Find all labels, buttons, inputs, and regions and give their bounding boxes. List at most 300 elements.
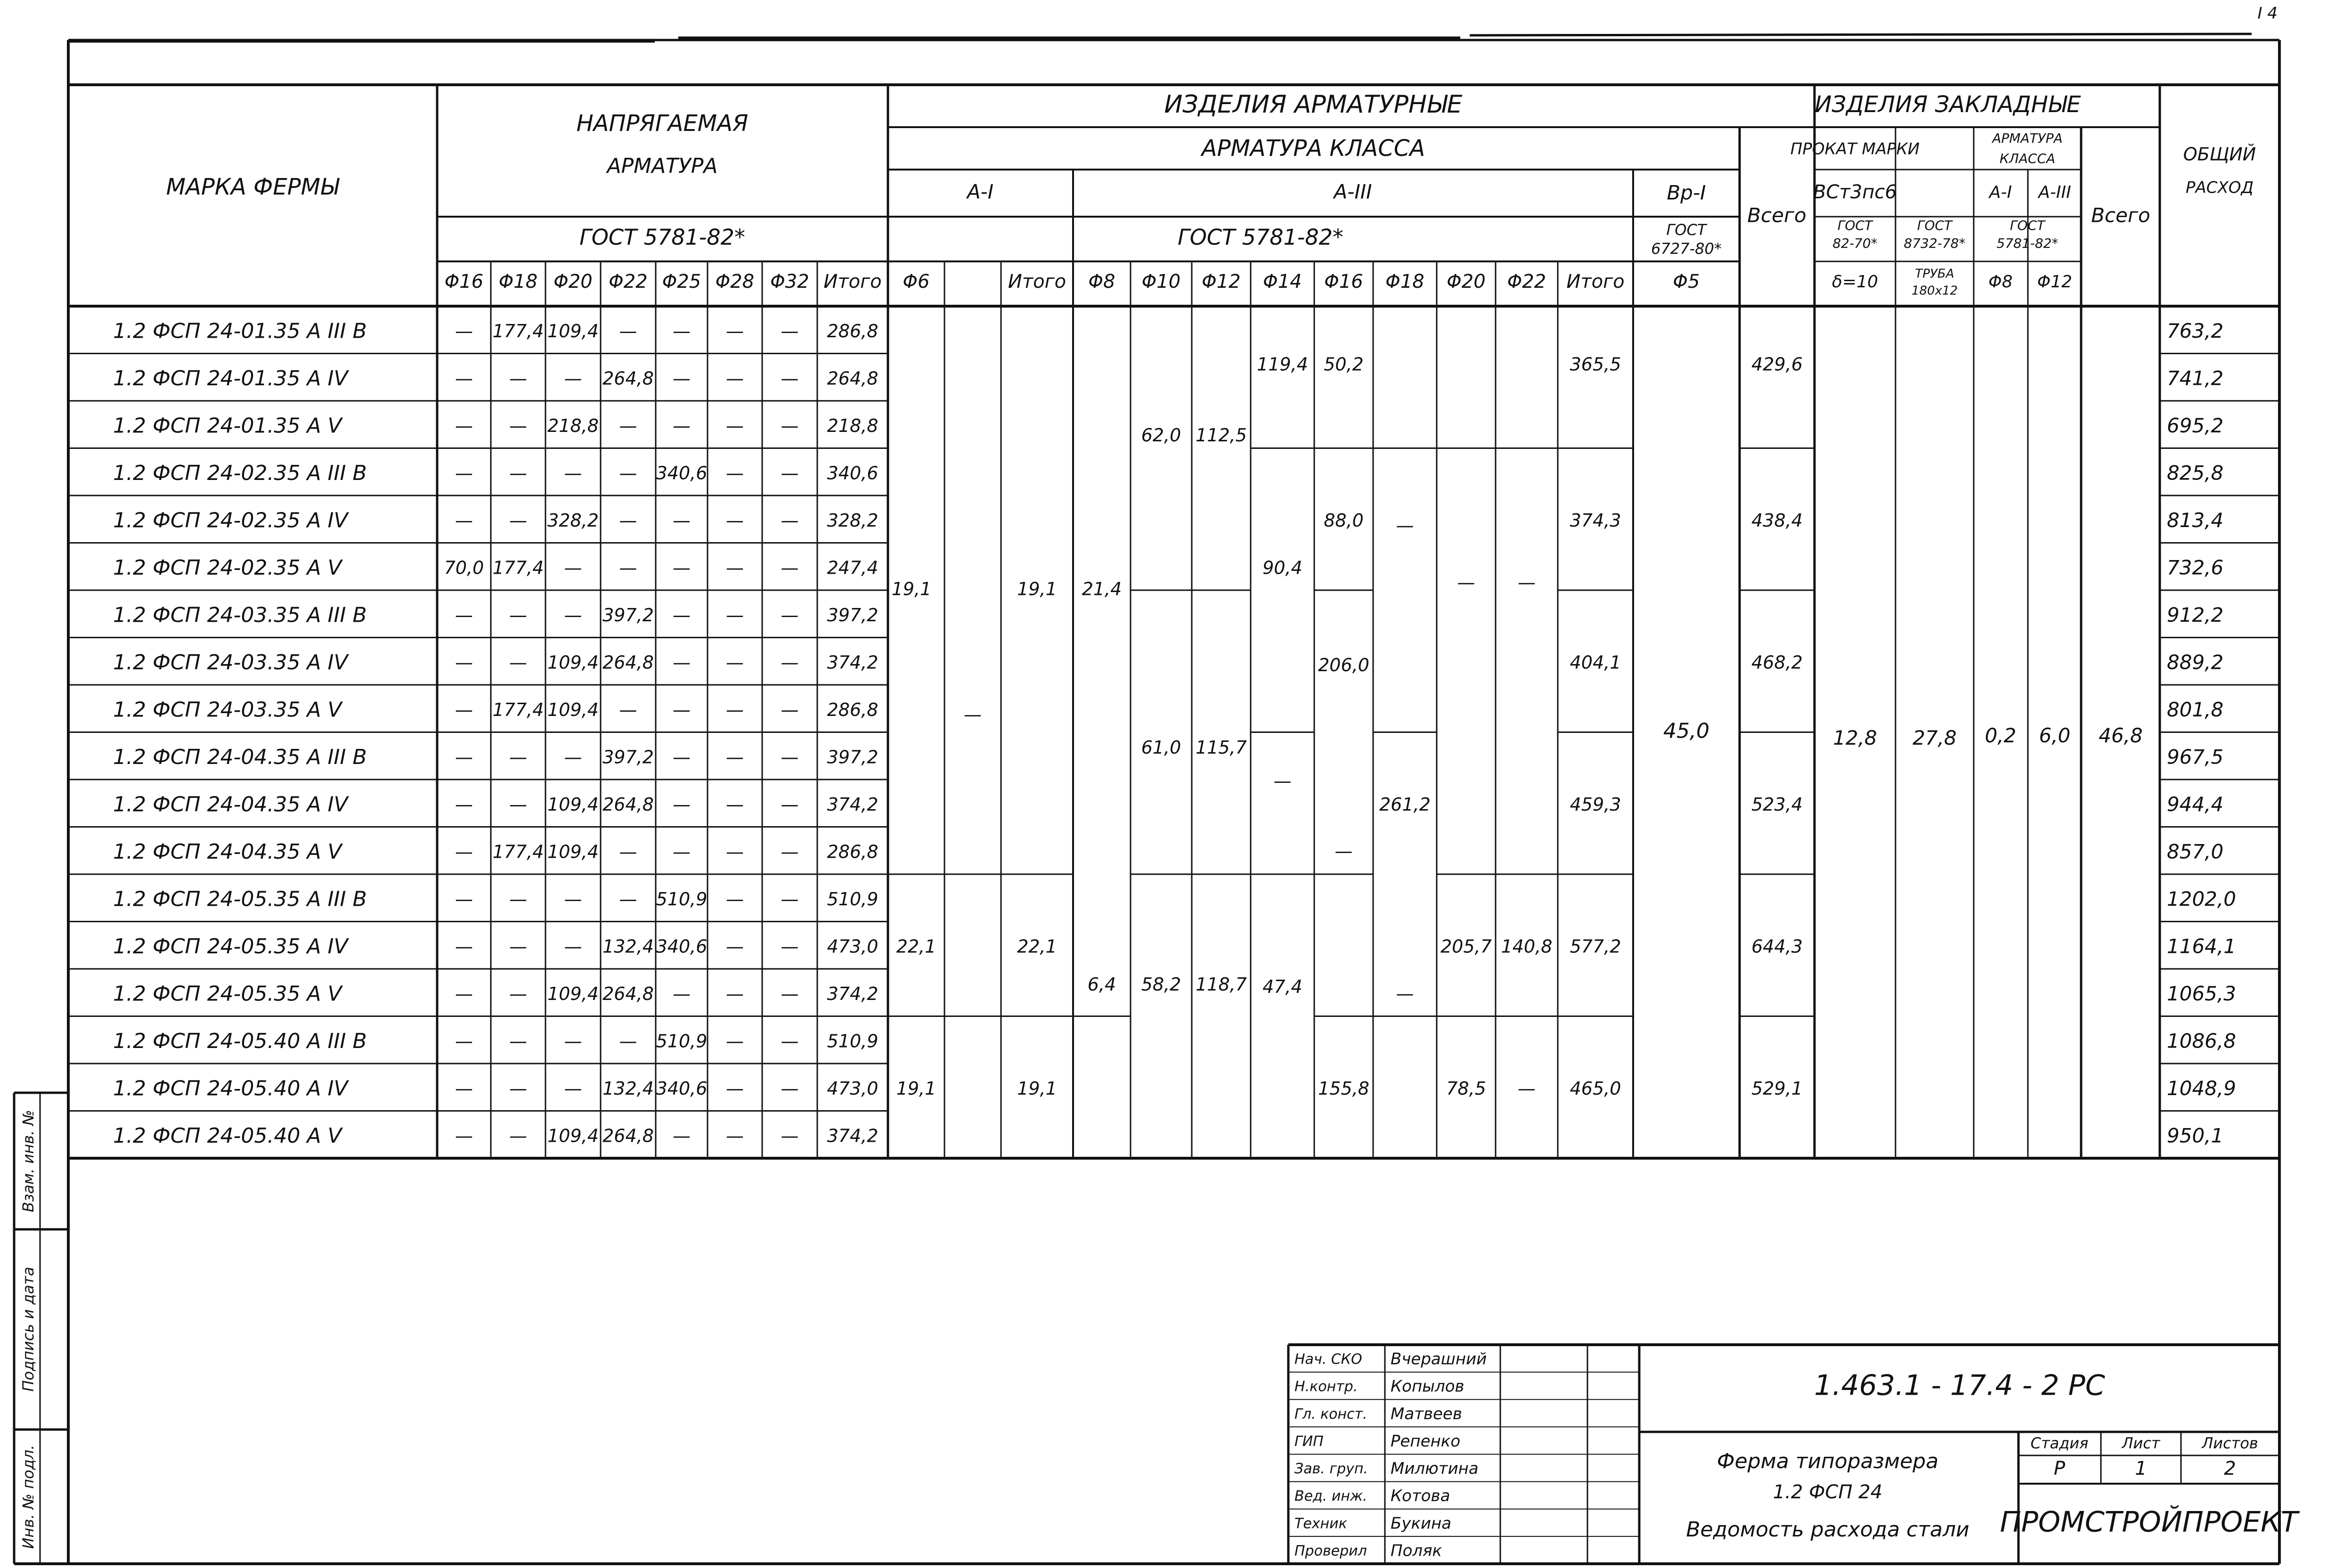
merged-value: 0,2: [1985, 724, 2017, 747]
rolled-gost: 82-70*: [1832, 236, 1878, 251]
row-total: 967,5: [2167, 745, 2224, 769]
row-total: 912,2: [2167, 603, 2224, 626]
tensioned-value: —: [564, 1078, 582, 1099]
tensioned-value: 109,4: [547, 699, 599, 720]
tensioned-value: 264,8: [602, 368, 654, 389]
tensioned-value: 109,4: [547, 320, 599, 341]
doc-code: 1.463.1 - 17.4 - 2 РС: [1814, 1369, 2105, 1402]
row-mark: 1.2 ФСП 24-05.35 А V: [113, 982, 342, 1006]
merged-value: —: [1396, 983, 1414, 1004]
title-name: Матвеев: [1391, 1404, 1462, 1423]
class-bp1: Вр-I: [1667, 181, 1706, 204]
table-text: [19, 4, 2300, 1560]
merged-value: 78,5: [1446, 1078, 1486, 1099]
row-mark: 1.2 ФСП 24-01.35 А V: [113, 414, 342, 438]
tensioned-value: 397,2: [602, 604, 654, 626]
side-stamp-label: Инв. № подл.: [19, 1445, 37, 1549]
merged-value: 45,0: [1663, 719, 1709, 743]
tensioned-value: 177,4: [492, 841, 544, 862]
row-total: 1164,1: [2167, 934, 2236, 958]
tensioned-value: —: [726, 557, 744, 578]
merged-value: 62,0: [1141, 425, 1181, 446]
tensioned-value: 286,8: [827, 699, 879, 720]
tensioned-value: —: [564, 1031, 582, 1052]
tensioned-value: 510,9: [656, 1031, 708, 1052]
tensioned-value: —: [455, 604, 473, 626]
tensioned-value: —: [455, 320, 473, 341]
tensioned-value: —: [673, 841, 691, 862]
row-total: 1202,0: [2167, 887, 2236, 910]
embed-col: Φ12: [2037, 272, 2073, 292]
reinf-gost: ГОСТ 5781-82*: [1178, 224, 1343, 250]
tensioned-value: 510,9: [656, 888, 708, 910]
tensioned-title: АРМАТУРА: [607, 154, 718, 178]
merged-value: 22,1: [1017, 936, 1057, 957]
tensioned-value: —: [781, 747, 799, 768]
tensioned-value: —: [781, 699, 799, 720]
rolled-gost: ГОСТ: [1917, 218, 1953, 233]
tensioned-value: —: [509, 463, 527, 484]
tensioned-value: —: [781, 1125, 799, 1146]
reinf-col-header: Φ16: [1324, 271, 1363, 292]
title-name: Поляк: [1391, 1541, 1442, 1560]
tensioned-value: —: [726, 936, 744, 957]
tensioned-value: 264,8: [602, 983, 654, 1004]
stage-label: Стадия: [2030, 1434, 2089, 1452]
embed-gost: ГОСТ: [2010, 218, 2045, 233]
merged-value: 429,6: [1751, 354, 1803, 375]
merged-value: 19,1: [1017, 578, 1057, 600]
tensioned-col-header: Φ20: [553, 271, 593, 292]
tensioned-value: 473,0: [827, 936, 879, 957]
grid-line: [1470, 34, 2252, 35]
tensioned-value: 109,4: [547, 652, 599, 673]
merged-value: 19,1: [896, 1078, 936, 1099]
embed-total-header: Всего: [2091, 203, 2150, 227]
tensioned-value: —: [781, 415, 799, 436]
reinf-col-header: Φ12: [1202, 271, 1241, 292]
tensioned-value: —: [781, 604, 799, 626]
sheet-label: Лист: [2122, 1434, 2160, 1452]
row-mark: 1.2 ФСП 24-03.35 А V: [113, 698, 342, 722]
tensioned-value: —: [673, 747, 691, 768]
row-mark: 1.2 ФСП 24-02.35 А IV: [113, 508, 348, 533]
reinf-total-header: Всего: [1747, 203, 1806, 227]
tensioned-value: —: [509, 888, 527, 910]
tensioned-value: —: [619, 841, 637, 862]
merged-value: 47,4: [1262, 976, 1302, 997]
tensioned-value: 264,8: [602, 652, 654, 673]
tensioned-value: —: [455, 368, 473, 389]
reinf-col-header: Итого: [1008, 271, 1066, 292]
title-role: Н.контр.: [1294, 1378, 1358, 1395]
tensioned-value: 109,4: [547, 794, 599, 815]
merged-value: 644,3: [1751, 936, 1803, 957]
row-total: 944,4: [2167, 792, 2224, 816]
merged-value: —: [1518, 1078, 1536, 1099]
tensioned-value: 340,6: [656, 1078, 708, 1099]
tensioned-value: 510,9: [827, 1031, 879, 1052]
sheets-value: 2: [2224, 1458, 2236, 1479]
row-mark: 1.2 ФСП 24-05.40 А IV: [113, 1076, 348, 1101]
side-stamp-label: Подпись и дата: [19, 1267, 37, 1392]
tensioned-value: 397,2: [827, 747, 879, 768]
tensioned-value: —: [673, 983, 691, 1004]
tensioned-value: 510,9: [827, 888, 879, 910]
tensioned-col-header: Φ32: [770, 271, 809, 292]
tensioned-value: —: [726, 699, 744, 720]
rolled-gost: 8732-78*: [1904, 236, 1966, 251]
tensioned-value: —: [509, 794, 527, 815]
stage-value: Р: [2053, 1458, 2066, 1479]
reinf-col-header: Φ10: [1141, 271, 1181, 292]
merged-value: 115,7: [1196, 737, 1247, 758]
sheets-label: Листов: [2202, 1434, 2258, 1452]
title-name: Вчерашний: [1391, 1349, 1487, 1369]
tensioned-value: —: [673, 368, 691, 389]
tensioned-value: 397,2: [827, 604, 879, 626]
merged-value: 19,1: [891, 578, 932, 600]
row-total: 741,2: [2167, 366, 2224, 390]
row-total: 763,2: [2167, 319, 2224, 342]
title-role: Проверил: [1294, 1543, 1367, 1560]
merged-value: 523,4: [1751, 794, 1803, 815]
tensioned-value: —: [564, 604, 582, 626]
row-total: 1065,3: [2167, 982, 2236, 1005]
row-mark: 1.2 ФСП 24-02.35 А III В: [113, 461, 367, 485]
row-mark: 1.2 ФСП 24-01.35 А IV: [113, 366, 348, 390]
tensioned-value: —: [673, 604, 691, 626]
tensioned-value: —: [673, 320, 691, 341]
tensioned-value: —: [726, 888, 744, 910]
tensioned-value: —: [726, 510, 744, 531]
tensioned-value: —: [726, 652, 744, 673]
tensioned-col-header: Итого: [823, 271, 882, 292]
tensioned-value: —: [673, 652, 691, 673]
tensioned-col-header: Φ28: [715, 271, 755, 292]
org-name: ПРОМСТРОЙПРОЕКТ: [2000, 1505, 2298, 1539]
tensioned-value: —: [781, 841, 799, 862]
tensioned-value: —: [564, 936, 582, 957]
row-total: 950,1: [2167, 1124, 2224, 1147]
tensioned-value: —: [619, 510, 637, 531]
reinf-col-header: Φ18: [1385, 271, 1424, 292]
merged-value: 459,3: [1570, 794, 1621, 815]
tensioned-value: —: [509, 652, 527, 673]
side-stamp-label: Взам. инв. №: [19, 1110, 37, 1212]
tensioned-value: 218,8: [547, 415, 599, 436]
tensioned-value: —: [673, 699, 691, 720]
table-grid: [14, 34, 2279, 1564]
sheet-value: 1: [2135, 1458, 2147, 1479]
merged-value: 529,1: [1751, 1078, 1803, 1099]
tensioned-value: —: [781, 652, 799, 673]
tensioned-value: —: [564, 747, 582, 768]
page-corner: I 4: [2257, 4, 2278, 23]
tensioned-value: —: [726, 368, 744, 389]
title-name: Милютина: [1391, 1459, 1479, 1479]
tensioned-value: —: [781, 888, 799, 910]
class-a1: А-I: [967, 180, 994, 203]
tensioned-value: —: [726, 747, 744, 768]
row-total: 1048,9: [2167, 1076, 2236, 1100]
tensioned-value: —: [564, 463, 582, 484]
merged-value: 261,2: [1379, 794, 1431, 815]
row-total: 732,6: [2167, 556, 2224, 579]
row-total: 857,0: [2167, 840, 2224, 863]
tensioned-value: —: [726, 1125, 744, 1146]
row-total: 801,8: [2167, 698, 2224, 721]
tensioned-value: 286,8: [827, 320, 879, 341]
title-role: Вед. инж.: [1294, 1488, 1367, 1505]
tensioned-value: —: [509, 510, 527, 531]
tensioned-value: 218,8: [827, 415, 879, 436]
merged-value: 90,4: [1262, 557, 1302, 578]
row-mark: 1.2 ФСП 24-04.35 А IV: [113, 792, 348, 817]
rolled-col: ТРУБА: [1915, 267, 1954, 281]
tensioned-value: 374,2: [827, 794, 879, 815]
embed-col: Φ8: [1988, 272, 2013, 292]
tensioned-value: —: [455, 841, 473, 862]
rolled-col: δ=10: [1832, 272, 1878, 292]
tensioned-value: 340,6: [827, 463, 879, 484]
tensioned-value: —: [781, 510, 799, 531]
merged-value: 577,2: [1570, 936, 1621, 957]
tensioned-value: —: [726, 463, 744, 484]
tensioned-value: —: [619, 415, 637, 436]
reinf-col-header: Итого: [1566, 271, 1625, 292]
tensioned-value: —: [726, 415, 744, 436]
merged-value: 46,8: [2099, 724, 2143, 747]
tensioned-value: —: [455, 983, 473, 1004]
merged-value: 205,7: [1440, 936, 1492, 957]
merged-value: 119,4: [1257, 354, 1308, 375]
tensioned-value: —: [455, 888, 473, 910]
reinf-col-header: Φ14: [1263, 271, 1302, 292]
merged-value: 374,3: [1570, 510, 1621, 531]
merged-value: 112,5: [1196, 425, 1247, 446]
merged-value: 50,2: [1324, 354, 1364, 375]
reinf-col-header: Φ6: [903, 271, 930, 292]
tensioned-value: 247,4: [827, 557, 879, 578]
tensioned-value: 397,2: [602, 747, 654, 768]
tensioned-value: —: [673, 510, 691, 531]
row-mark: 1.2 ФСП 24-05.35 А IV: [113, 934, 348, 959]
tensioned-value: —: [781, 794, 799, 815]
merged-value: 19,1: [1017, 1078, 1057, 1099]
tensioned-value: 374,2: [827, 983, 879, 1004]
tensioned-value: —: [619, 463, 637, 484]
title-role: Зав. груп.: [1294, 1461, 1368, 1478]
row-total: 695,2: [2167, 414, 2224, 437]
row-mark: 1.2 ФСП 24-05.40 А V: [113, 1123, 342, 1148]
tensioned-value: —: [455, 415, 473, 436]
tensioned-value: —: [619, 1031, 637, 1052]
merged-value: 22,1: [896, 936, 936, 957]
tensioned-value: —: [781, 320, 799, 341]
title-desc: 1.2 ФСП 24: [1773, 1481, 1883, 1503]
tensioned-value: 177,4: [492, 699, 544, 720]
merged-value: 365,5: [1570, 354, 1621, 375]
tensioned-value: —: [619, 699, 637, 720]
tensioned-value: 132,4: [602, 1078, 654, 1099]
tensioned-value: —: [455, 794, 473, 815]
tensioned-value: —: [673, 794, 691, 815]
tensioned-value: 328,2: [827, 510, 879, 531]
tensioned-value: —: [564, 368, 582, 389]
merged-value: 6,0: [2039, 724, 2071, 747]
merged-value: 27,8: [1912, 726, 1957, 749]
reinf-col-header: Φ8: [1088, 271, 1115, 292]
title-name: Котова: [1391, 1487, 1450, 1506]
tensioned-value: —: [726, 320, 744, 341]
reinf-title: ИЗДЕЛИЯ АРМАТУРНЫЕ: [1164, 90, 1463, 119]
tensioned-value: —: [455, 1031, 473, 1052]
tensioned-title: НАПРЯГАЕМАЯ: [576, 110, 749, 137]
tensioned-value: —: [509, 368, 527, 389]
tensioned-value: —: [509, 415, 527, 436]
tensioned-value: —: [726, 794, 744, 815]
row-mark: 1.2 ФСП 24-03.35 А III В: [113, 603, 367, 627]
tensioned-value: —: [781, 983, 799, 1004]
tensioned-value: —: [564, 557, 582, 578]
tensioned-value: 109,4: [547, 841, 599, 862]
embed-title: ИЗДЕЛИЯ ЗАКЛАДНЫЕ: [1814, 91, 2081, 118]
merged-value: 155,8: [1318, 1078, 1369, 1099]
tensioned-value: —: [619, 888, 637, 910]
bp-gost: ГОСТ: [1666, 221, 1707, 239]
merged-value: —: [1518, 572, 1536, 593]
tensioned-value: —: [509, 983, 527, 1004]
tensioned-value: 264,8: [602, 794, 654, 815]
reinf-class-title: АРМАТУРА КЛАССА: [1201, 135, 1425, 162]
tensioned-value: —: [781, 1031, 799, 1052]
reinf-col-header: Φ5: [1673, 271, 1700, 292]
tensioned-value: —: [781, 1078, 799, 1099]
tensioned-col-header: Φ16: [444, 271, 484, 292]
title-desc: Ведомость расхода стали: [1686, 1518, 1969, 1542]
tensioned-value: —: [509, 936, 527, 957]
tensioned-value: —: [619, 557, 637, 578]
tensioned-value: 286,8: [827, 841, 879, 862]
merged-value: —: [1457, 572, 1475, 593]
tensioned-value: —: [455, 652, 473, 673]
tensioned-value: —: [455, 936, 473, 957]
title-role: Нач. СКО: [1294, 1351, 1362, 1368]
row-total: 889,2: [2167, 650, 2224, 674]
tensioned-value: 177,4: [492, 557, 544, 578]
merged-value: 404,1: [1570, 652, 1621, 673]
tensioned-value: —: [455, 463, 473, 484]
embed-a3: А-III: [2038, 183, 2071, 202]
tensioned-value: 109,4: [547, 983, 599, 1004]
rolled-gost: ГОСТ: [1837, 218, 1873, 233]
title-name: Букина: [1391, 1514, 1452, 1533]
merged-value: 6,4: [1087, 974, 1116, 995]
tensioned-value: 109,4: [547, 1125, 599, 1146]
tensioned-col-header: Φ18: [498, 271, 538, 292]
tensioned-value: —: [726, 841, 744, 862]
tensioned-value: —: [781, 463, 799, 484]
tensioned-value: —: [781, 368, 799, 389]
title-role: ГИП: [1294, 1433, 1324, 1450]
title-role: Техник: [1294, 1515, 1347, 1532]
tensioned-value: —: [509, 1078, 527, 1099]
tensioned-value: —: [455, 699, 473, 720]
tensioned-value: 328,2: [547, 510, 599, 531]
tensioned-value: 264,8: [827, 368, 879, 389]
row-mark: 1.2 ФСП 24-05.35 А III В: [113, 887, 367, 911]
tensioned-value: —: [509, 604, 527, 626]
tensioned-value: —: [455, 1125, 473, 1146]
merged-value: —: [1273, 770, 1292, 791]
tensioned-value: —: [781, 557, 799, 578]
tensioned-value: —: [781, 936, 799, 957]
tensioned-value: —: [509, 1031, 527, 1052]
merged-value: 465,0: [1570, 1078, 1621, 1099]
title-role: Гл. конст.: [1294, 1406, 1367, 1422]
tensioned-value: —: [455, 510, 473, 531]
row-total: 825,8: [2167, 461, 2224, 485]
mark-header: МАРКА ФЕРМЫ: [166, 174, 339, 200]
reinf-col-header: Φ22: [1507, 271, 1546, 292]
tensioned-value: —: [726, 1031, 744, 1052]
merged-value: 118,7: [1196, 974, 1247, 995]
tensioned-gost: ГОСТ 5781-82*: [579, 224, 745, 250]
reinf-col-header: Φ20: [1447, 271, 1486, 292]
merged-value: —: [964, 704, 982, 725]
merged-value: 61,0: [1141, 737, 1181, 758]
title-name: Репенко: [1391, 1431, 1461, 1451]
tensioned-value: 177,4: [492, 320, 544, 341]
tensioned-value: 340,6: [656, 463, 708, 484]
embed-a1: А-I: [1989, 183, 2012, 202]
tensioned-value: —: [564, 888, 582, 910]
grand-header: РАСХОД: [2185, 178, 2254, 197]
row-mark: 1.2 ФСП 24-04.35 А V: [113, 839, 342, 864]
rolled-title: ПРОКАТ МАРКИ: [1790, 139, 1920, 159]
merged-value: 21,4: [1082, 578, 1122, 600]
tensioned-value: 473,0: [827, 1078, 879, 1099]
row-mark: 1.2 ФСП 24-02.35 А V: [113, 555, 342, 580]
merged-value: 468,2: [1751, 652, 1803, 673]
bp-gost: 6727-80*: [1651, 240, 1722, 258]
row-mark: 1.2 ФСП 24-03.35 А IV: [113, 650, 348, 674]
merged-value: 58,2: [1141, 974, 1181, 995]
tensioned-value: —: [673, 415, 691, 436]
merged-value: 206,0: [1318, 655, 1369, 675]
tensioned-value: 264,8: [602, 1125, 654, 1146]
tensioned-col-header: Φ22: [609, 271, 648, 292]
tensioned-value: —: [509, 1125, 527, 1146]
tensioned-value: —: [726, 983, 744, 1004]
tensioned-value: —: [455, 747, 473, 768]
merged-value: 140,8: [1501, 936, 1553, 957]
tensioned-value: —: [455, 1078, 473, 1099]
tensioned-value: 374,2: [827, 1125, 879, 1146]
tensioned-value: —: [726, 1078, 744, 1099]
tensioned-value: 374,2: [827, 652, 879, 673]
title-desc: Ферма типоразмера: [1717, 1449, 1939, 1473]
embed-arm: КЛАССА: [1999, 151, 2056, 166]
row-mark: 1.2 ФСП 24-04.35 А III В: [113, 745, 367, 769]
merged-value: —: [1396, 515, 1414, 536]
tensioned-value: 340,6: [656, 936, 708, 957]
row-total: 813,4: [2167, 508, 2224, 532]
row-total: 1086,8: [2167, 1029, 2236, 1053]
merged-value: 88,0: [1324, 510, 1364, 531]
tensioned-value: 132,4: [602, 936, 654, 957]
